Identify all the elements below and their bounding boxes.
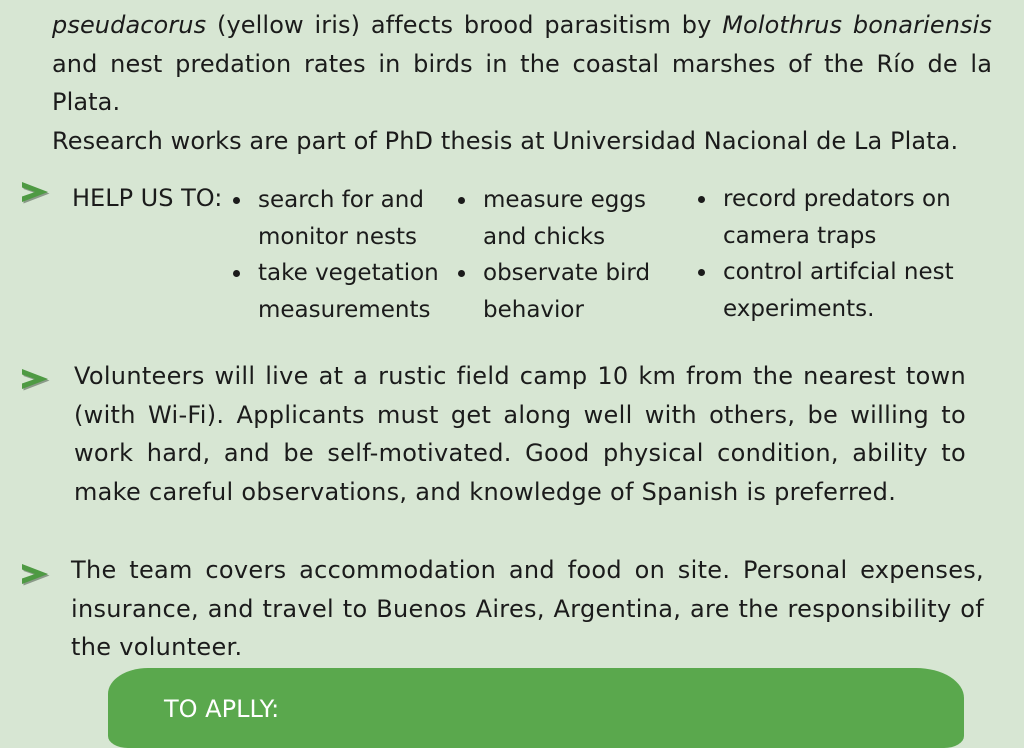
species-name-cowbird: Molothrus bonariensis [722, 11, 993, 39]
team-coverage-paragraph: The team covers accommodation and food on site. Personal expenses, insurance, and travel to Buenos Aires, Argentina, are the responsibility of the volunteer. [71, 556, 984, 661]
list-item: record predators on camera traps [695, 181, 985, 254]
list-item: measure eggs and chicks [455, 182, 693, 255]
help-tasks-column-1 [230, 182, 440, 328]
apply-heading: TO APLLY: [164, 695, 280, 723]
list-item: take vegetation measurements [230, 255, 440, 328]
intro-line-3: Research works are part of PhD thesis at Universidad Nacional de La Plata. [52, 126, 959, 155]
intro-line-1-text: (yellow iris) affects brood parasitism by [206, 11, 723, 39]
intro-line-2: and nest predation rates in birds in the coastal marshes of the Río de la Plata. [52, 49, 992, 116]
chevron-right-icon [18, 362, 52, 396]
list-item: control artifcial nest experiments. [695, 254, 985, 327]
help-tasks-column-2 [455, 182, 693, 328]
list-item: search for and monitor nests [230, 182, 440, 255]
intro-paragraph [52, 6, 992, 160]
volunteer-conditions-paragraph: Volunteers will live at a rustic field camp 10 km from the nearest town (with Wi-Fi). Applicants must get along well with others, be willing to work hard, and be self-motivated. Good physical condition, ability to make careful observations, and knowledge of Spanish is preferred. [74, 362, 966, 506]
chevron-right-icon [18, 557, 52, 591]
species-name-iris: pseudacorus [52, 11, 207, 39]
chevron-right-icon [18, 175, 52, 209]
list-item: observate bird behavior [455, 255, 693, 328]
help-us-heading: HELP US TO: [72, 184, 223, 212]
intro-line-1 [52, 6, 992, 45]
help-tasks-column-3 [695, 181, 985, 327]
